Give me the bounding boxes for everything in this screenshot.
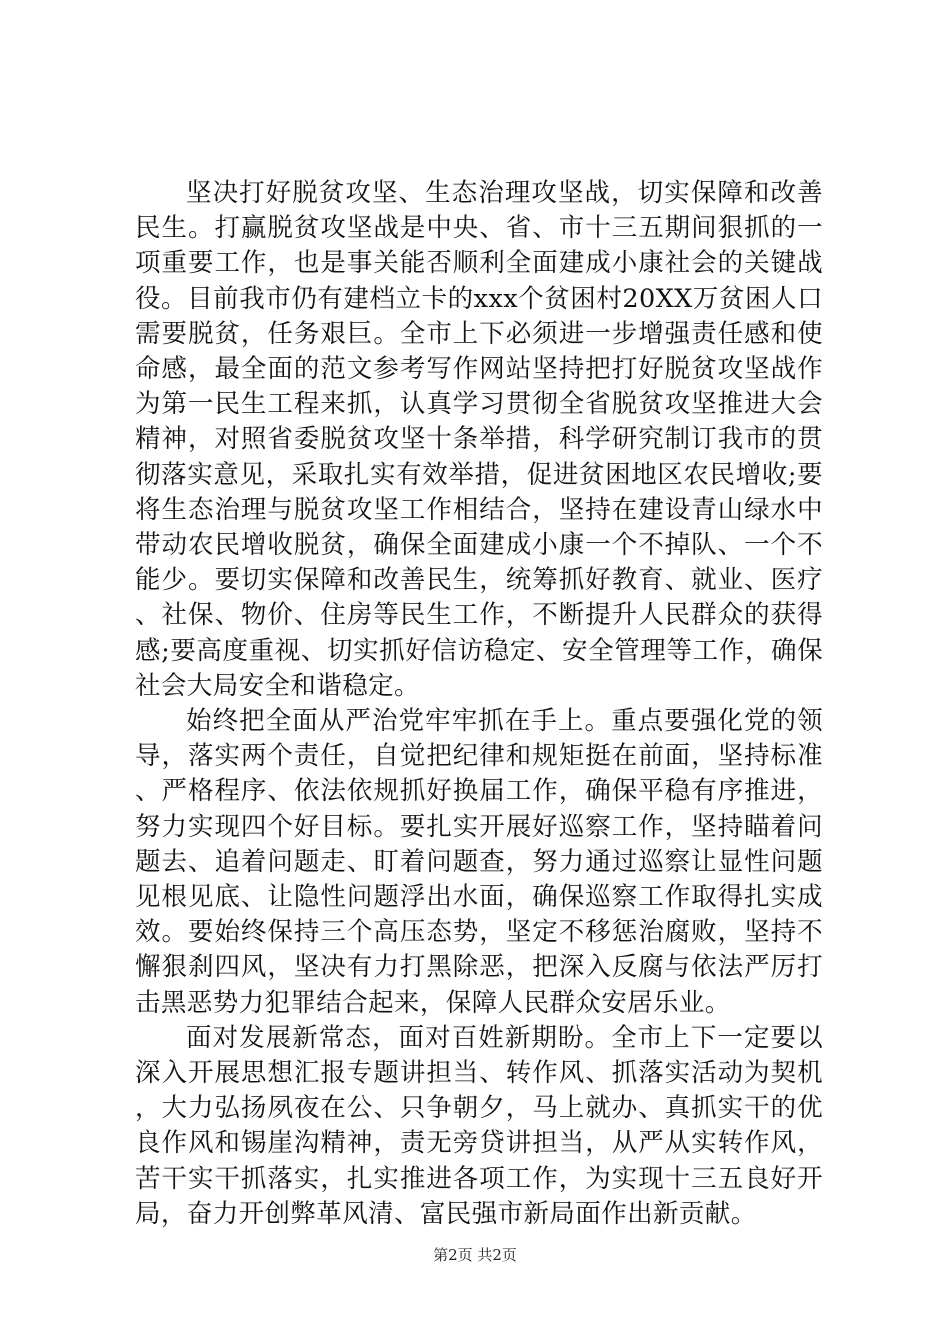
- document-body: [135, 176, 823, 1232]
- paragraph-2: 始终把全面从严治党牢牢抓在手上。重点要强化党的领导，落实两个责任，自觉把纪律和规矩挺在前面，坚持标准、严格程序、依法依规抓好换届工作，确保平稳有序推进，努力实现四个好目标。要扎实开展好巡察工作，坚持瞄着问题去、追着问题走、盯着问题查，努力通过巡察让显性问题见根见底、让隐性问题浮出水面，确保巡察工作取得扎实成效。要始终保持三个高压态势，坚定不移惩治腐败，坚持不懈狠刹四风，坚决有力打黑除恶，把深入反腐与依法严厉打击黑恶势力犯罪结合起来，保障人民群众安居乐业。: [135, 706, 823, 1018]
- page-number: 第2页 共2页: [433, 1246, 517, 1264]
- paragraph-1: 坚决打好脱贫攻坚、生态治理攻坚战，切实保障和改善民生。打赢脱贫攻坚战是中央、省、市十三五期间狠抓的一项重要工作，也是事关能否顺利全面建成小康社会的关键战役。目前我市仍有建档立卡的xxx个贫困村20XX万贫困人口需要脱贫，任务艰巨。全市上下必须进一步增强责任感和使命感，最全面的范文参考写作网站坚持把打好脱贫攻坚战作为第一民生工程来抓，认真学习贯彻全省脱贫攻坚推进大会精神，对照省委脱贫攻坚十条举措，科学研究制订我市的贯彻落实意见，采取扎实有效举措，促进贫困地区农民增收;要将生态治理与脱贫攻坚工作相结合，坚持在建设青山绿水中带动农民增收脱贫，确保全面建成小康一个不掉队、一个不能少。要切实保障和改善民生，统筹抓好教育、就业、医疗、社保、物价、住房等民生工作，不断提升人民群众的获得感;要高度重视、切实抓好信访稳定、安全管理等工作，确保社会大局安全和谐稳定。: [135, 178, 823, 701]
- page-footer: [0, 1244, 950, 1265]
- paragraph-3: 面对发展新常态，面对百姓新期盼。全市上下一定要以深入开展思想汇报专题讲担当、转作风、抓落实活动为契机，大力弘扬夙夜在公、只争朝夕，马上就办、真抓实干的优良作风和锡崖沟精神，责无旁贷讲担当，从严从实转作风，苦干实干抓落实，扎实推进各项工作，为实现十三五良好开局，奋力开创弊革风清、富民强市新局面作出新贡献。: [135, 1022, 823, 1229]
